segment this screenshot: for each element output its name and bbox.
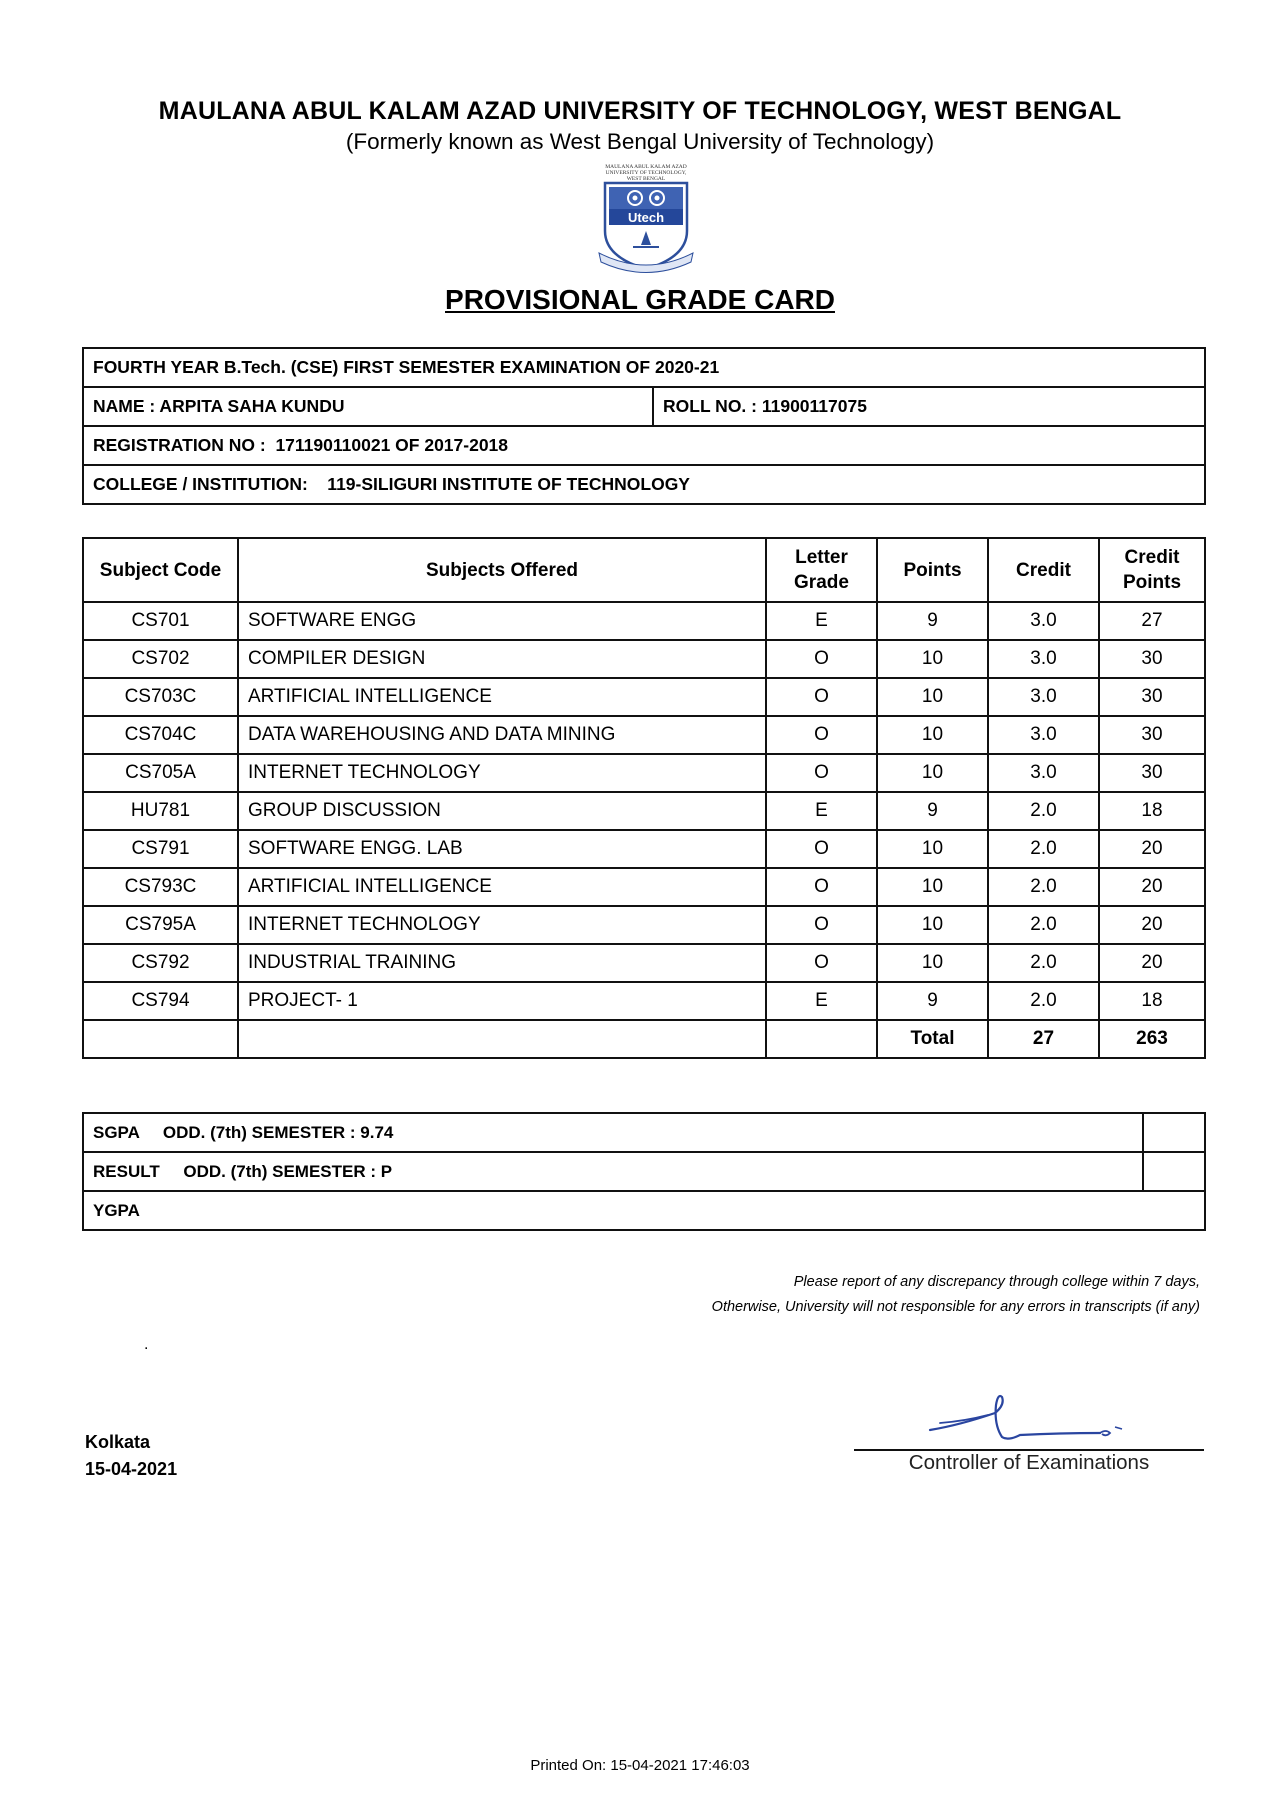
credit: 3.0 xyxy=(988,716,1099,754)
grade-row xyxy=(83,906,1205,944)
header-credit-points: Credit Points xyxy=(1099,538,1205,602)
credit: 3.0 xyxy=(988,602,1099,640)
discrepancy-note-line2: Otherwise, University will not responsible for any errors in transcripts (if any) xyxy=(711,1299,1200,1315)
points: 10 xyxy=(877,906,988,944)
header-letter-grade: Letter Grade xyxy=(766,538,877,602)
points: 10 xyxy=(877,678,988,716)
logo-text-mid: UNIVERSITY OF TECHNOLOGY, xyxy=(605,170,687,176)
header-points: Points xyxy=(877,538,988,602)
grade-row xyxy=(83,868,1205,906)
registration-number: REGISTRATION NO : 171190110021 OF 2017-2018 xyxy=(83,426,1205,465)
credit: 3.0 xyxy=(988,678,1099,716)
grade-row xyxy=(83,792,1205,830)
grade-row xyxy=(83,716,1205,754)
grade-row xyxy=(83,754,1205,792)
points: 10 xyxy=(877,944,988,982)
result-empty-cell xyxy=(1143,1152,1205,1191)
subject-name: INTERNET TECHNOLOGY xyxy=(238,906,766,944)
subject-code: CS704C xyxy=(83,716,238,754)
subject-name: INDUSTRIAL TRAINING xyxy=(238,944,766,982)
subject-name: ARTIFICIAL INTELLIGENCE xyxy=(238,678,766,716)
credit-points: 30 xyxy=(1099,754,1205,792)
letter-grade: O xyxy=(766,678,877,716)
logo-text-bottom: WEST BENGAL xyxy=(626,176,666,182)
subject-name: SOFTWARE ENGG. LAB xyxy=(238,830,766,868)
subject-code: CS792 xyxy=(83,944,238,982)
credit: 2.0 xyxy=(988,906,1099,944)
subject-name: GROUP DISCUSSION xyxy=(238,792,766,830)
points: 9 xyxy=(877,602,988,640)
credit-points: 18 xyxy=(1099,982,1205,1020)
subject-code: CS794 xyxy=(83,982,238,1020)
exam-title: FOURTH YEAR B.Tech. (CSE) FIRST SEMESTER EXAMINATION OF 2020-21 xyxy=(83,348,1205,387)
grade-row xyxy=(83,640,1205,678)
letter-grade: E xyxy=(766,602,877,640)
points: 10 xyxy=(877,830,988,868)
credit: 2.0 xyxy=(988,792,1099,830)
total-label: Total xyxy=(877,1020,988,1058)
subject-code: CS703C xyxy=(83,678,238,716)
subject-code: CS705A xyxy=(83,754,238,792)
points: 10 xyxy=(877,716,988,754)
credit: 3.0 xyxy=(988,640,1099,678)
header-subject-code: Subject Code xyxy=(83,538,238,602)
points: 10 xyxy=(877,754,988,792)
sgpa-cell: SGPA ODD. (7th) SEMESTER : 9.74 xyxy=(83,1113,1143,1152)
subject-name: SOFTWARE ENGG xyxy=(238,602,766,640)
points: 10 xyxy=(877,640,988,678)
subject-code: CS793C xyxy=(83,868,238,906)
summary-table xyxy=(82,1112,1206,1231)
stray-dot: . xyxy=(144,1336,149,1353)
total-empty-code xyxy=(83,1020,238,1058)
credit: 2.0 xyxy=(988,944,1099,982)
credit: 3.0 xyxy=(988,754,1099,792)
credit: 2.0 xyxy=(988,868,1099,906)
subject-code: CS702 xyxy=(83,640,238,678)
grade-row xyxy=(83,944,1205,982)
subject-name: PROJECT- 1 xyxy=(238,982,766,1020)
credit-points: 20 xyxy=(1099,830,1205,868)
subject-name: COMPILER DESIGN xyxy=(238,640,766,678)
grade-row xyxy=(83,678,1205,716)
credit-points: 20 xyxy=(1099,868,1205,906)
result-cell: RESULT ODD. (7th) SEMESTER : P xyxy=(83,1152,1143,1191)
header-credit: Credit xyxy=(988,538,1099,602)
logo-badge: Utech xyxy=(627,210,665,225)
printed-on: Printed On: 15-04-2021 17:46:03 xyxy=(530,1757,750,1774)
letter-grade: O xyxy=(766,830,877,868)
total-empty-grade xyxy=(766,1020,877,1058)
student-info-table xyxy=(82,347,1206,505)
letter-grade: O xyxy=(766,754,877,792)
total-credit: 27 xyxy=(988,1020,1099,1058)
grades-table xyxy=(82,537,1206,1059)
university-name: MAULANA ABUL KALAM AZAD UNIVERSITY OF TECHNOLOGY, WEST BENGAL xyxy=(158,97,1122,125)
points: 9 xyxy=(877,982,988,1020)
letter-grade: O xyxy=(766,944,877,982)
subject-name: ARTIFICIAL INTELLIGENCE xyxy=(238,868,766,906)
letter-grade: E xyxy=(766,982,877,1020)
total-empty-subject xyxy=(238,1020,766,1058)
roll-number: ROLL NO. : 11900117075 xyxy=(653,387,1205,426)
credit-points: 30 xyxy=(1099,678,1205,716)
subject-name: DATA WAREHOUSING AND DATA MINING xyxy=(238,716,766,754)
ygpa-cell: YGPA xyxy=(83,1191,1205,1230)
credit-points: 27 xyxy=(1099,602,1205,640)
controller-title: Controller of Examinations xyxy=(908,1451,1150,1474)
subject-code: CS795A xyxy=(83,906,238,944)
grade-card-title: PROVISIONAL GRADE CARD xyxy=(445,284,835,315)
credit: 2.0 xyxy=(988,982,1099,1020)
header-subjects-offered: Subjects Offered xyxy=(238,538,766,602)
letter-grade: O xyxy=(766,906,877,944)
student-name: NAME : ARPITA SAHA KUNDU xyxy=(83,387,653,426)
letter-grade: O xyxy=(766,868,877,906)
letter-grade: O xyxy=(766,640,877,678)
credit-points: 30 xyxy=(1099,640,1205,678)
issue-place: Kolkata xyxy=(85,1432,151,1452)
discrepancy-note-line1: Please report of any discrepancy through college within 7 days, xyxy=(793,1274,1200,1290)
subject-code: CS701 xyxy=(83,602,238,640)
grade-row xyxy=(83,982,1205,1020)
issue-date: 15-04-2021 xyxy=(85,1459,178,1479)
points: 10 xyxy=(877,868,988,906)
college-institution: COLLEGE / INSTITUTION: 119-SILIGURI INSTITUTE OF TECHNOLOGY xyxy=(83,465,1205,504)
total-credit-points: 263 xyxy=(1099,1020,1205,1058)
logo-text-top: MAULANA ABUL KALAM AZAD xyxy=(605,164,687,170)
former-name: (Formerly known as West Bengal University of Technology) xyxy=(345,129,935,154)
letter-grade: E xyxy=(766,792,877,830)
grade-row xyxy=(83,602,1205,640)
total-row xyxy=(83,1020,1205,1058)
letter-grade: O xyxy=(766,716,877,754)
grade-row xyxy=(83,830,1205,868)
subject-name: INTERNET TECHNOLOGY xyxy=(238,754,766,792)
credit-points: 30 xyxy=(1099,716,1205,754)
credit-points: 18 xyxy=(1099,792,1205,830)
credit-points: 20 xyxy=(1099,906,1205,944)
subject-code: HU781 xyxy=(83,792,238,830)
credit-points: 20 xyxy=(1099,944,1205,982)
university-logo xyxy=(591,161,701,275)
sgpa-empty-cell xyxy=(1143,1113,1205,1152)
subject-code: CS791 xyxy=(83,830,238,868)
controller-signature xyxy=(910,1385,1160,1445)
credit: 2.0 xyxy=(988,830,1099,868)
points: 9 xyxy=(877,792,988,830)
grades-header-row xyxy=(83,538,1205,602)
